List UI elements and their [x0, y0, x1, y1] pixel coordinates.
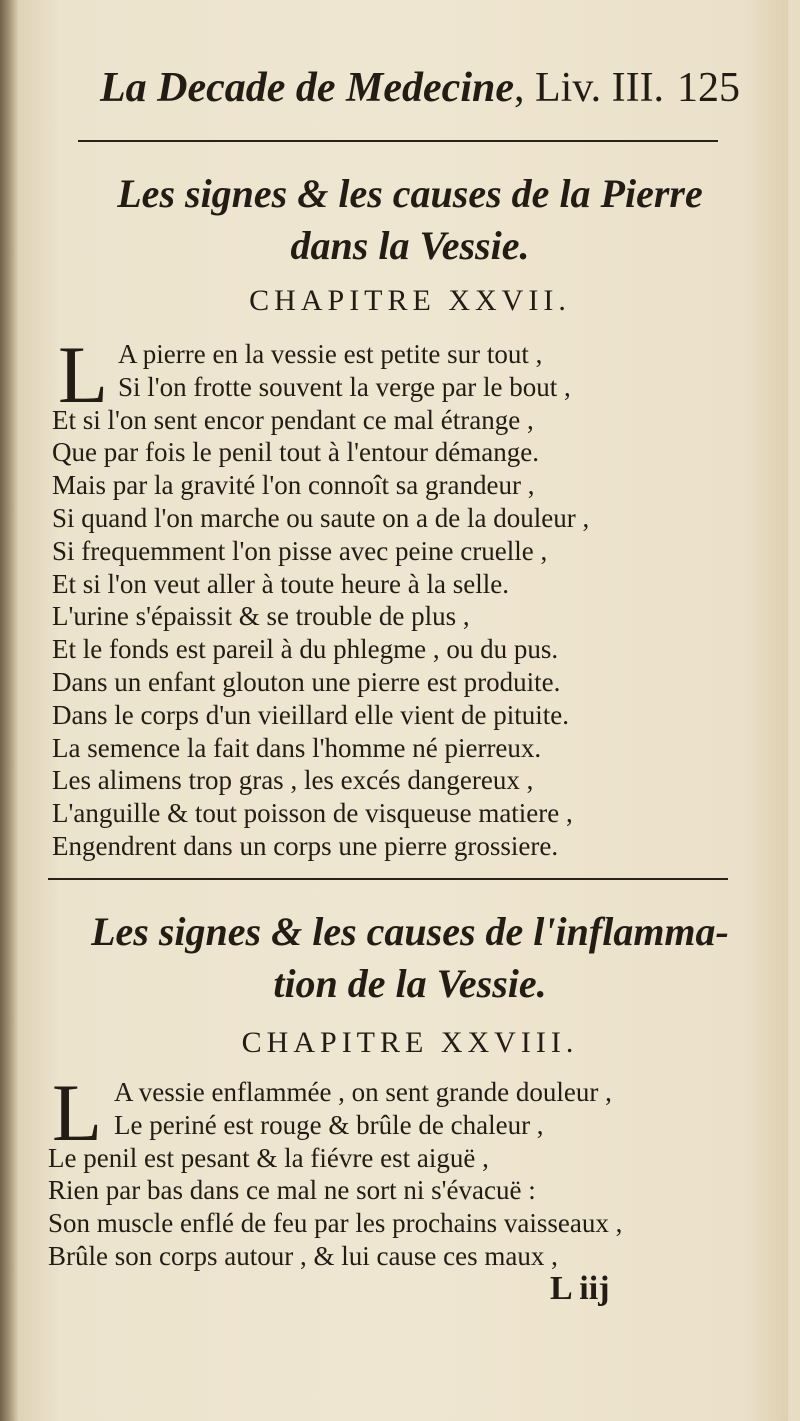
book-spine	[0, 0, 18, 1421]
page-number: 125	[677, 65, 740, 111]
section1-verse	[52, 338, 752, 863]
verse-line: Que par fois le penil tout à l'entour démange.	[52, 437, 539, 468]
section1-title-line2: dans la Vessie.	[290, 223, 530, 268]
section1-title	[60, 168, 760, 272]
verse-line: A vessie enflammée , on sent grande douleur ,	[114, 1077, 612, 1107]
section-divider-rule	[48, 878, 728, 880]
verse-line: L'anguille & tout poisson de visqueuse matiere ,	[52, 798, 573, 829]
section2-title-line2: tion de la Vessie.	[273, 961, 547, 1006]
verse-line: Les alimens trop gras , les excés dangereux ,	[52, 765, 534, 796]
verse-line: Si l'on frotte souvent la verge par le bout ,	[118, 371, 571, 402]
verse-line: Son muscle enflé de feu par les prochains vaisseaux ,	[48, 1208, 623, 1239]
verse-line: Et le fonds est pareil à du phlegme , ou du pus.	[52, 634, 559, 665]
verse-line: A pierre en la vessie est petite sur tout ,	[118, 339, 543, 369]
verse-line: Et si l'on sent encor pendant ce mal étrange ,	[52, 404, 534, 435]
header-rule	[78, 140, 718, 142]
verse-line: Dans un enfant glouton une pierre est produite.	[52, 666, 561, 697]
section2-drop-cap: L	[52, 1067, 103, 1158]
verse-line: Et si l'on veut aller à toute heure à la selle.	[52, 568, 509, 599]
section2-title-line1: Les signes & les causes de l'inflamma-	[91, 909, 729, 954]
verse-line: Dans le corps d'un vieillard elle vient de pituite.	[52, 699, 569, 730]
verse-line: Si frequemment l'on pisse avec peine cruelle ,	[52, 535, 548, 566]
section2-title	[40, 906, 780, 1010]
signature-mark: L iij	[550, 1270, 610, 1307]
verse-line: L'urine s'épaissit & se trouble de plus ,	[52, 601, 470, 632]
verse-line: Mais par la gravité l'on connoît sa grandeur ,	[52, 470, 535, 501]
verse-line: La semence la fait dans l'homme né pierreux.	[52, 732, 542, 763]
verse-line: Le periné est rouge & brûle de chaleur ,	[114, 1109, 544, 1140]
section1-chapter-heading: CHAPITRE XXVII.	[249, 284, 571, 317]
verse-line: Si quand l'on marche ou saute on a de la douleur ,	[52, 502, 590, 533]
section2-verse	[48, 1076, 748, 1273]
verse-line: Le penil est pesant & la fiévre est aiguë ,	[48, 1142, 489, 1173]
section1-title-line1: Les signes & les causes de la Pierre	[117, 171, 703, 216]
running-header	[100, 64, 740, 124]
verse-line: Engendrent dans un corps une pierre grossiere.	[52, 830, 559, 861]
verse-line: Rien par bas dans ce mal ne sort ni s'évacuë :	[48, 1175, 536, 1206]
running-title: La Decade de Medecine	[100, 65, 514, 111]
section2-chapter-heading: CHAPITRE XXVIII.	[241, 1026, 579, 1059]
verse-line: Brûle son corps autour , & lui cause ces maux ,	[48, 1240, 558, 1271]
section1-drop-cap: L	[58, 329, 109, 420]
book-number: , Liv. III.	[514, 65, 665, 111]
